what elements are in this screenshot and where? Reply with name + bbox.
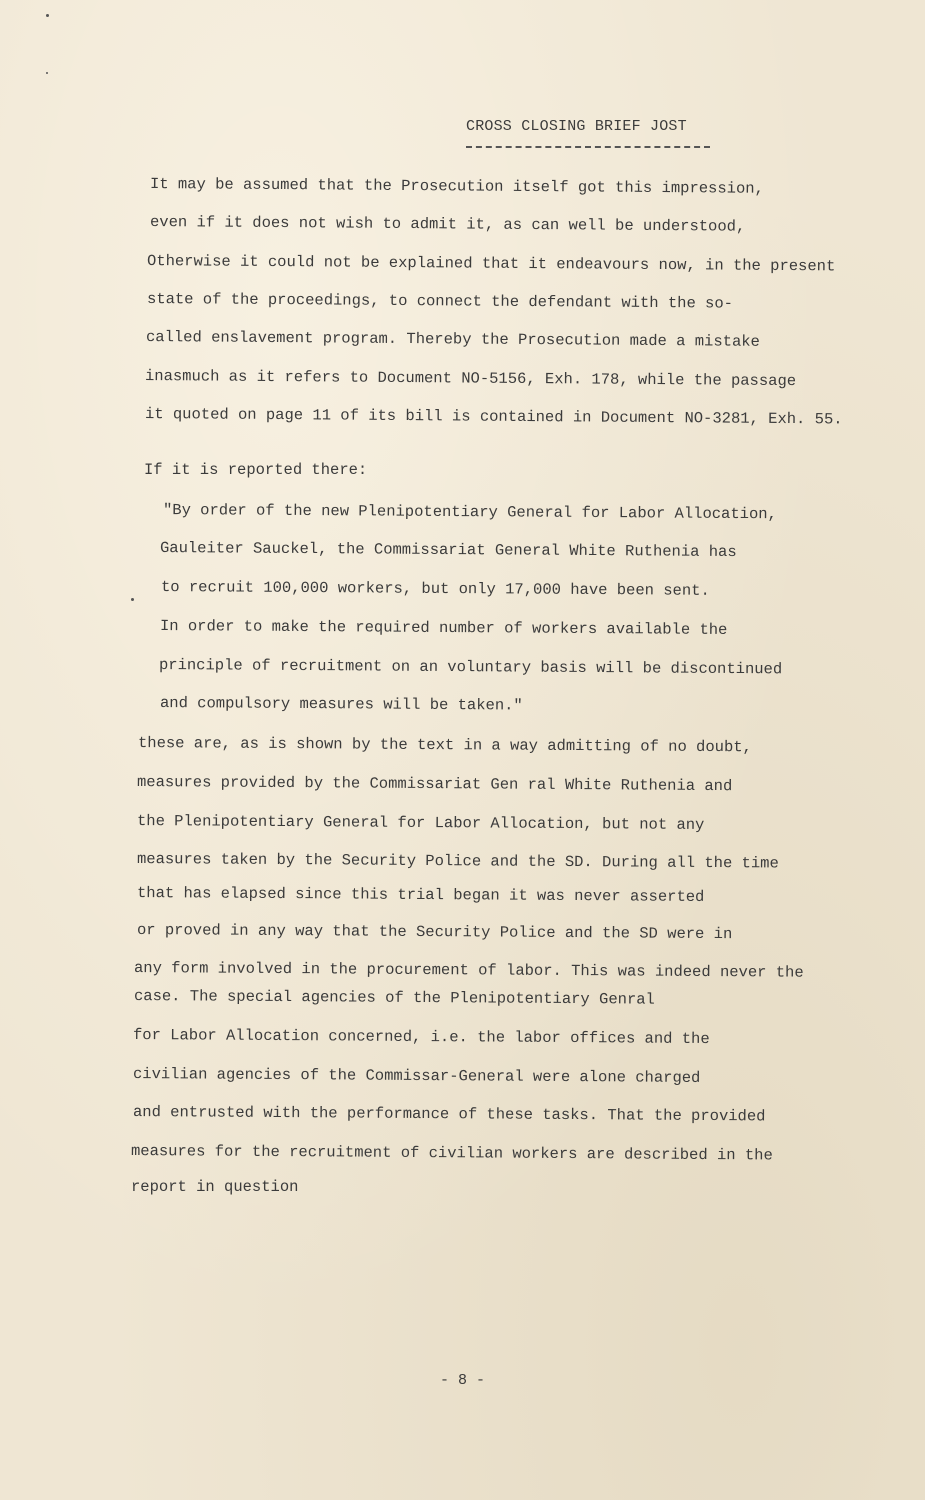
quote-line: and compulsory measures will be taken." [159, 694, 523, 715]
paragraph-line: It may be assumed that the Prosecution itself got this impression, [149, 175, 764, 198]
paragraph-line: inasmuch as it refers to Document NO-5156, Exh. 178, while the passage [144, 367, 797, 391]
paragraph-line: these are, as is shown by the text in a way admitting of no doubt, [137, 734, 752, 757]
paragraph-line: report in question [131, 1178, 299, 1196]
paragraph-line: or proved in any way that the Security Police and the SD were in [136, 921, 733, 944]
paragraph-line: Otherwise it could not be explained that it endeavours now, in the present [146, 252, 836, 276]
paragraph-line: measures provided by the Commissariat Gen ral White Ruthenia and [136, 773, 733, 796]
paragraph-line: state of the proceedings, to connect the defendant with the so- [146, 290, 734, 313]
paragraph-line: that has elapsed since this trial began it was never asserted [136, 884, 705, 906]
quote-line: "By order of the new Plenipotentiary General for Labor Allocation, [162, 501, 777, 524]
page-number: - 8 - [439, 1372, 485, 1389]
paragraph-line: it quoted on page 11 of its bill is contained in Document NO-3281, Exh. 55. [144, 405, 843, 429]
paragraph-line: any form involved in the procurement of labor. This was indeed never the [133, 959, 804, 982]
document-header: CROSS CLOSING BRIEF JOST [466, 118, 687, 135]
quote-intro: If it is reported there: [144, 461, 368, 479]
quote-line: to recruit 100,000 workers, but only 17,000 have been sent. [160, 578, 710, 600]
header-underline [466, 146, 710, 148]
paper-speck [46, 72, 48, 74]
paper-speck [46, 14, 49, 17]
paragraph-line: the Plenipotentiary General for Labor Allocation, but not any [136, 812, 705, 834]
paragraph-line: for Labor Allocation concerned, i.e. the labor offices and the [132, 1026, 710, 1049]
quote-line: In order to make the required number of workers available the [159, 617, 728, 639]
paragraph-line: measures for the recruitment of civilian workers are described in the [130, 1142, 773, 1165]
paragraph-line: civilian agencies of the Commissar-General were alone charged [132, 1065, 701, 1087]
paragraph-line: even if it does not wish to admit it, as can well be understood, [149, 213, 746, 236]
quote-line: principle of recruitment on an voluntary basis will be discontinued [158, 656, 783, 679]
quote-line: Gauleiter Sauckel, the Commissariat General White Ruthenia has [159, 539, 737, 562]
paragraph-line: and entrusted with the performance of these tasks. That the provided [132, 1103, 766, 1126]
paragraph-line: called enslavement program. Thereby the Prosecution made a mistake [145, 328, 760, 351]
paper-speck [131, 598, 134, 601]
paragraph-line: case. The special agencies of the Plenipotentiary Genral [133, 987, 655, 1009]
paragraph-line: measures taken by the Security Police and the SD. During all the time [136, 850, 779, 873]
